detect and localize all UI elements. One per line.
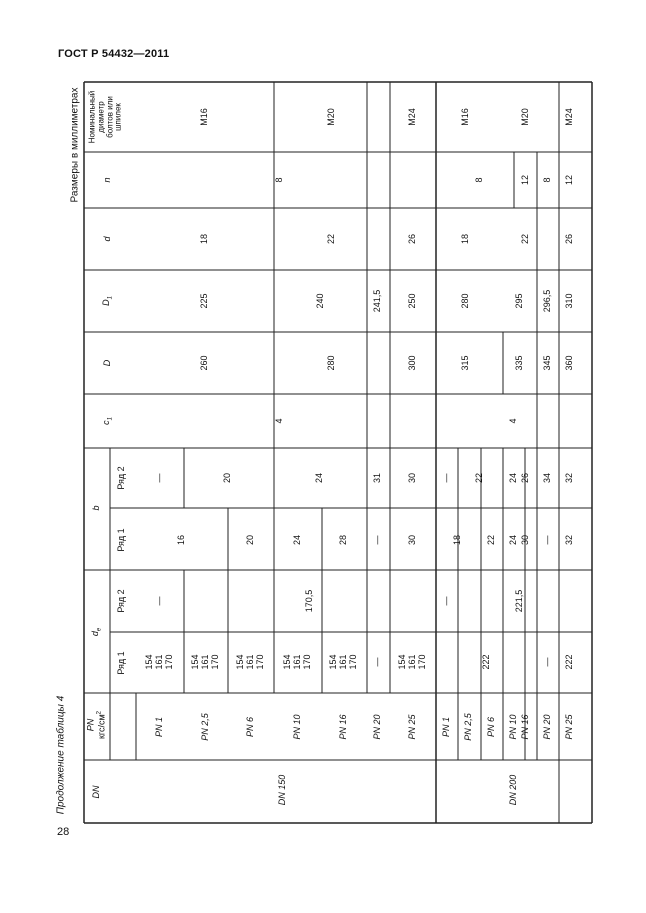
de-value: 161 <box>407 654 418 670</box>
pn-cell: PN 20 <box>372 714 383 740</box>
b-row1-value: 30 <box>407 534 418 546</box>
header-bolt-line: Номинальный <box>87 90 97 144</box>
hole-d-value: 22 <box>326 233 337 245</box>
hole-d-value: 18 <box>199 233 210 245</box>
b-row1-value: 24 <box>508 534 519 546</box>
de-row1-value: 222 <box>481 654 492 670</box>
pn-cell: PN 6 <box>486 716 497 738</box>
b-row1-value: 18 <box>452 534 463 546</box>
de-value: 161 <box>200 654 211 670</box>
b-row2-value: 34 <box>542 472 553 484</box>
bolt-value: M20 <box>520 108 531 126</box>
pn-cell: PN 25 <box>407 714 418 740</box>
de-value: 170 <box>209 654 220 670</box>
D-value: 315 <box>460 355 471 371</box>
bolt-value: M24 <box>407 108 418 126</box>
D1-value: 250 <box>407 293 418 309</box>
header-pn-unit: кгс/см <box>96 714 107 740</box>
de-value: 170 <box>301 654 312 670</box>
pn-cell: PN 20 <box>542 714 553 740</box>
header-bolt-line: шпилек <box>113 103 123 131</box>
de-value: 161 <box>292 654 303 670</box>
bolt-value: M16 <box>460 108 471 126</box>
hole-d-value: 22 <box>520 233 531 245</box>
D-value: 360 <box>564 355 575 371</box>
n-value: 12 <box>564 174 575 186</box>
header-dn: DN <box>91 785 102 799</box>
de-row1-cell <box>145 654 175 669</box>
b-row1-value: 30 <box>520 534 531 546</box>
de-value: 161 <box>245 654 256 670</box>
D1-value: 310 <box>564 293 575 309</box>
b-row2-value: 31 <box>372 472 383 484</box>
bolt-value: M20 <box>326 108 337 126</box>
c1-value: 4 <box>274 418 285 424</box>
dn150-label: DN 150 <box>277 774 288 806</box>
n-value: 8 <box>274 177 285 183</box>
header-D1-sub: 1 <box>107 296 114 300</box>
c1-value: 4 <box>508 418 519 424</box>
de-row1-cell <box>236 654 266 669</box>
document-header: ГОСТ Р 54432—2011 <box>58 48 170 60</box>
hole-d-value: 26 <box>564 233 575 245</box>
header-de-row2: Ряд 2 <box>116 589 127 613</box>
de-row1-value: 222 <box>564 654 575 670</box>
header-b-row1: Ряд 1 <box>116 528 127 552</box>
b-row2-value: 20 <box>222 472 233 484</box>
header-bolt <box>88 91 123 144</box>
de-value: 161 <box>154 654 165 670</box>
b-row1-value: 22 <box>486 534 497 546</box>
b-row1-value: 32 <box>564 534 575 546</box>
pn-cell: PN 2,5 <box>200 713 211 741</box>
b-row1-value: 20 <box>245 534 256 546</box>
b-row1-value: — <box>542 535 553 545</box>
D-value: 300 <box>407 355 418 371</box>
header-c1-sub: 1 <box>107 417 114 421</box>
de-row1-cell <box>398 654 428 669</box>
header-pn <box>87 711 108 739</box>
de-value: 154 <box>190 654 201 670</box>
b-row2-dash: — <box>441 473 452 483</box>
header-b: b <box>91 505 102 511</box>
header-de <box>91 628 103 636</box>
de-row1-cell <box>191 654 221 669</box>
de-value: 154 <box>282 654 293 670</box>
D1-value: 225 <box>199 293 210 309</box>
b-row2-dash: — <box>154 473 165 483</box>
b-row2-value: 32 <box>564 472 575 484</box>
n-value: 8 <box>474 177 485 183</box>
units-note: Размеры в миллиметрах <box>69 87 81 203</box>
de-value: 170 <box>347 654 358 670</box>
pn-cell: PN 6 <box>245 716 256 738</box>
pn-cell: PN 25 <box>564 714 575 740</box>
pn-cell: PN 16 <box>520 714 531 740</box>
page-number: 28 <box>57 826 70 838</box>
de-value: 170 <box>163 654 174 670</box>
D1-value: 241,5 <box>372 289 383 313</box>
D1-value: 295 <box>514 293 525 309</box>
de-value: 154 <box>328 654 339 670</box>
header-D: D <box>102 359 113 367</box>
D1-value: 240 <box>315 293 326 309</box>
header-c1-letter: c <box>100 420 111 425</box>
b-row2-value: 24 <box>508 472 519 484</box>
b-row1-value: 16 <box>176 534 187 546</box>
D1-value: 296,5 <box>542 289 553 313</box>
b-row2-value: 26 <box>520 472 531 484</box>
header-bolt-line: болтов или <box>105 96 114 138</box>
de-value: 154 <box>235 654 246 670</box>
hole-d-value: 26 <box>407 233 418 245</box>
pn-cell: PN 2,5 <box>463 713 474 741</box>
de-value: 170 <box>416 654 427 670</box>
header-pn-label: PN <box>85 718 96 732</box>
de-value: 161 <box>338 654 349 670</box>
b-row1-value: 24 <box>292 534 303 546</box>
de-row2-value: 170,5 <box>304 589 315 613</box>
D-value: 280 <box>326 355 337 371</box>
b-row1-value: — <box>372 535 383 545</box>
header-b-row2: Ряд 2 <box>116 466 127 490</box>
pn-cell: PN 16 <box>338 714 349 740</box>
dn200-label: DN 200 <box>508 774 519 806</box>
pn-cell: PN 1 <box>154 716 165 738</box>
header-D1 <box>102 296 114 306</box>
b-row2-value: 22 <box>474 472 485 484</box>
D1-value: 280 <box>460 293 471 309</box>
de-row1-dash: — <box>542 657 553 667</box>
de-value: 154 <box>397 654 408 670</box>
header-de-letter: d <box>89 631 100 637</box>
de-row2-dash: — <box>154 596 165 606</box>
continuation-caption: Продолжение таблицы 4 <box>55 695 67 815</box>
hole-d-value: 18 <box>460 233 471 245</box>
de-row2-dash: — <box>441 596 452 606</box>
de-value: 170 <box>254 654 265 670</box>
D-value: 260 <box>199 355 210 371</box>
b-row1-value: 28 <box>338 534 349 546</box>
de-row1-cell <box>283 654 313 669</box>
header-de-row1: Ряд 1 <box>116 651 127 675</box>
n-value: 12 <box>520 174 531 186</box>
de-row1-cell <box>329 654 359 669</box>
D-value: 345 <box>542 355 553 371</box>
b-row2-value: 24 <box>314 472 325 484</box>
b-row2-value: 30 <box>407 472 418 484</box>
header-D1-letter: D <box>100 299 111 306</box>
de-row2-value: 221,5 <box>514 589 525 613</box>
header-hole-d: d <box>102 236 113 242</box>
n-value: 8 <box>542 177 553 183</box>
bolt-value: M16 <box>199 108 210 126</box>
header-c1 <box>102 417 114 425</box>
pn-cell: PN 10 <box>292 714 303 740</box>
header-bolt-line: диаметр <box>96 101 106 133</box>
de-value: 154 <box>144 654 155 670</box>
pn-cell: PN 10 <box>508 714 519 740</box>
bolt-value: M24 <box>564 108 575 126</box>
header-de-sub: e <box>96 627 103 632</box>
header-n: n <box>102 177 113 183</box>
de-row1-dash: — <box>372 657 383 667</box>
pn-cell: PN 1 <box>441 716 452 738</box>
D-value: 335 <box>514 355 525 371</box>
header-pn-unit-sup: 2 <box>96 710 103 715</box>
